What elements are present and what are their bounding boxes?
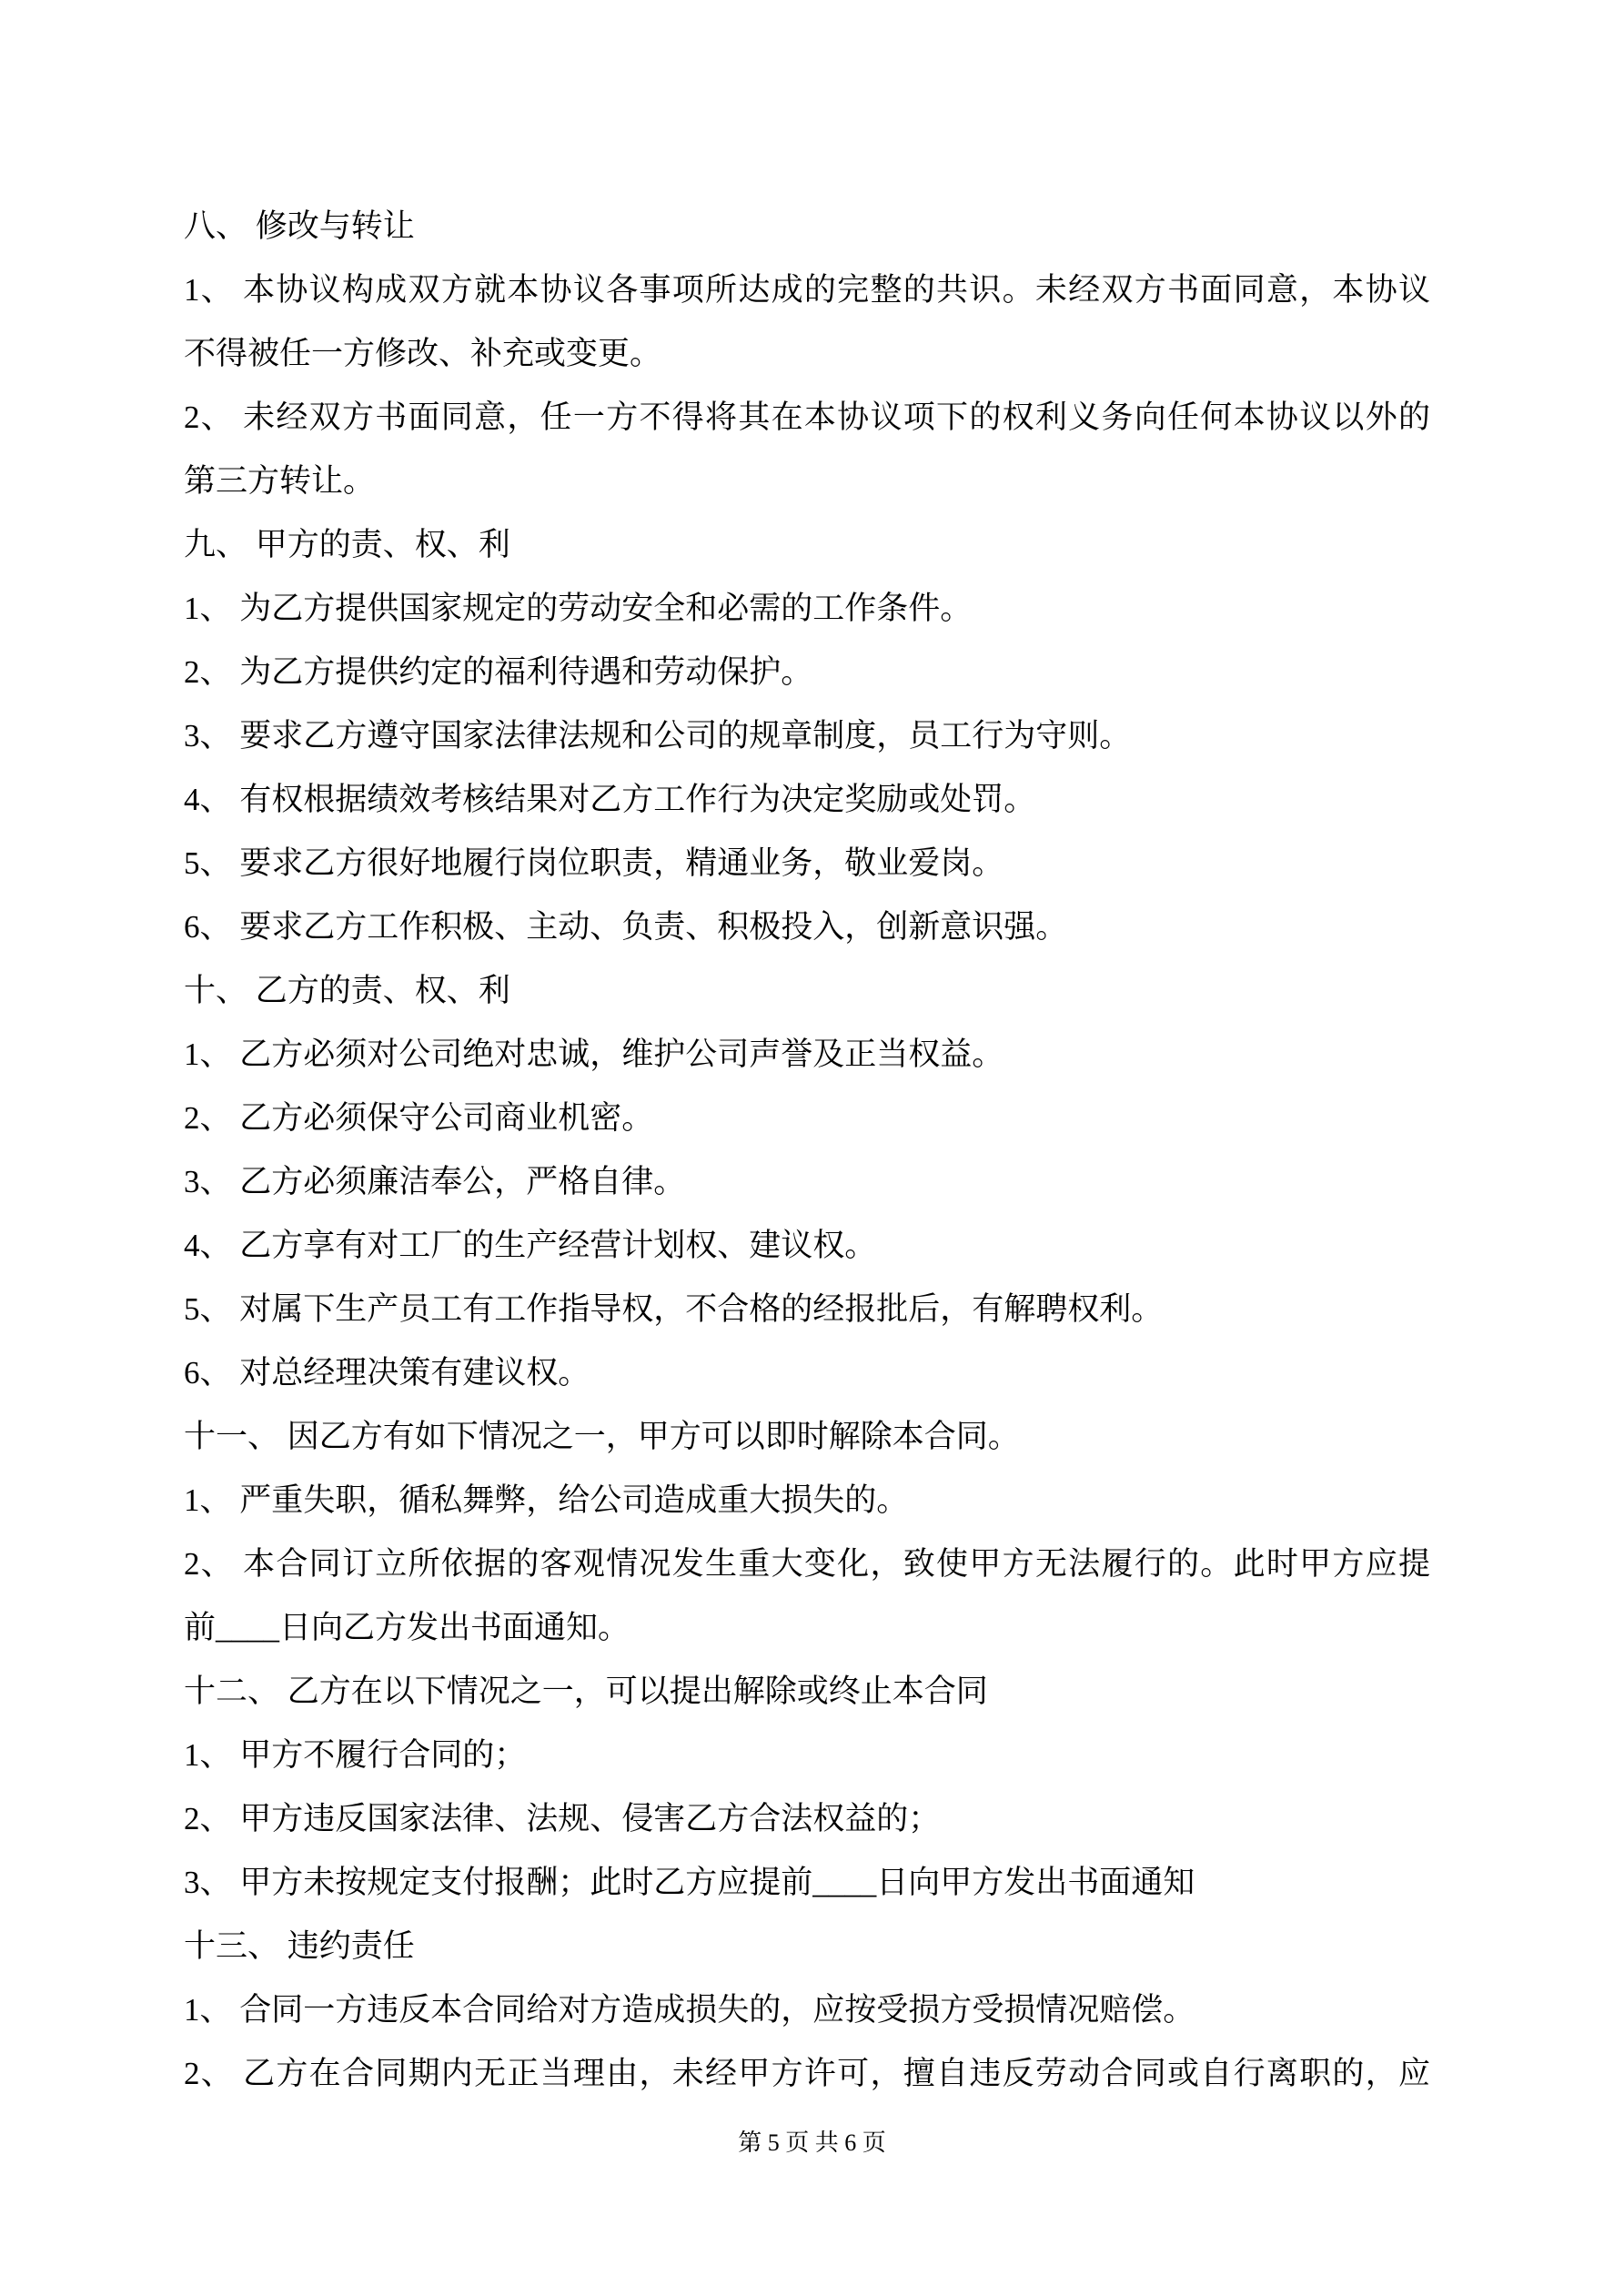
contract-line: 6、 对总经理决策有建议权。 bbox=[184, 1355, 590, 1391]
contract-line: 九、 甲方的责、权、利 bbox=[184, 527, 510, 562]
contract-line: 不得被任一方修改、补充或变更。 bbox=[184, 336, 662, 371]
contract-line: 十、 乙方的责、权、利 bbox=[184, 973, 510, 1008]
contract-line: 2、 未经双方书面同意，任一方不得将其在本协议项下的权利义务向任何本协议以外的 bbox=[184, 400, 1430, 435]
contract-line: 八、 修改与转让 bbox=[184, 208, 415, 244]
contract-line: 3、 甲方未按规定支付报酬；此时乙方应提前____日向甲方发出书面通知 bbox=[184, 1865, 1195, 1900]
contract-line: 2、 甲方违反国家法律、法规、侵害乙方合法权益的； bbox=[184, 1801, 941, 1836]
contract-line: 第三方转让。 bbox=[184, 463, 376, 499]
contract-line: 1、 合同一方违反本合同给对方造成损失的，应按受损方受损情况赔偿。 bbox=[184, 1992, 1195, 2028]
contract-line: 4、 乙方享有对工厂的生产经营计划权、建议权。 bbox=[184, 1228, 877, 1263]
contract-line: 1、 本协议构成双方就本协议各事项所达成的完整的共识。未经双方书面同意，本协议 bbox=[184, 272, 1430, 308]
contract-line: 1、 严重失职，循私舞弊，给公司造成重大损失的。 bbox=[184, 1482, 909, 1518]
contract-line: 十一、 因乙方有如下情况之一，甲方可以即时解除本合同。 bbox=[184, 1419, 1020, 1454]
contract-line: 5、 要求乙方很好地履行岗位职责，精通业务，敬业爱岗。 bbox=[184, 845, 1004, 881]
contract-body bbox=[184, 195, 1430, 2106]
contract-line: 2、 为乙方提供约定的福利待遇和劳动保护。 bbox=[184, 654, 813, 690]
contract-line: 前____日向乙方发出书面通知。 bbox=[184, 1610, 630, 1645]
contract-line: 2、 乙方在合同期内无正当理由，未经甲方许可，擅自违反劳动合同或自行离职的，应 bbox=[184, 2056, 1430, 2091]
contract-line: 十二、 乙方在以下情况之一，可以提出解除或终止本合同 bbox=[184, 1674, 988, 1709]
contract-line: 1、 甲方不履行合同的； bbox=[184, 1737, 527, 1773]
contract-line: 3、 要求乙方遵守国家法律法规和公司的规章制度，员工行为守则。 bbox=[184, 718, 1132, 754]
contract-line: 2、 乙方必须保守公司商业机密。 bbox=[184, 1100, 654, 1136]
contract-line: 十三、 违约责任 bbox=[184, 1928, 415, 1964]
contract-line: 1、 乙方必须对公司绝对忠诚，维护公司声誉及正当权益。 bbox=[184, 1037, 1004, 1072]
contract-line: 3、 乙方必须廉洁奉公，严格自律。 bbox=[184, 1164, 686, 1199]
contract-line: 6、 要求乙方工作积极、主动、负责、积极投入，创新意识强。 bbox=[184, 909, 1068, 945]
contract-line: 4、 有权根据绩效考核结果对乙方工作行为决定奖励或处罚。 bbox=[184, 782, 1036, 817]
page-number-footer: 第 5 页 共 6 页 bbox=[738, 2129, 886, 2156]
contract-line: 5、 对属下生产员工有工作指导权，不合格的经报批后，有解聘权利。 bbox=[184, 1291, 1164, 1327]
contract-line: 1、 为乙方提供国家规定的劳动安全和必需的工作条件。 bbox=[184, 591, 973, 626]
contract-line: 2、 本合同订立所依据的客观情况发生重大变化，致使甲方无法履行的。此时甲方应提 bbox=[184, 1546, 1430, 1582]
